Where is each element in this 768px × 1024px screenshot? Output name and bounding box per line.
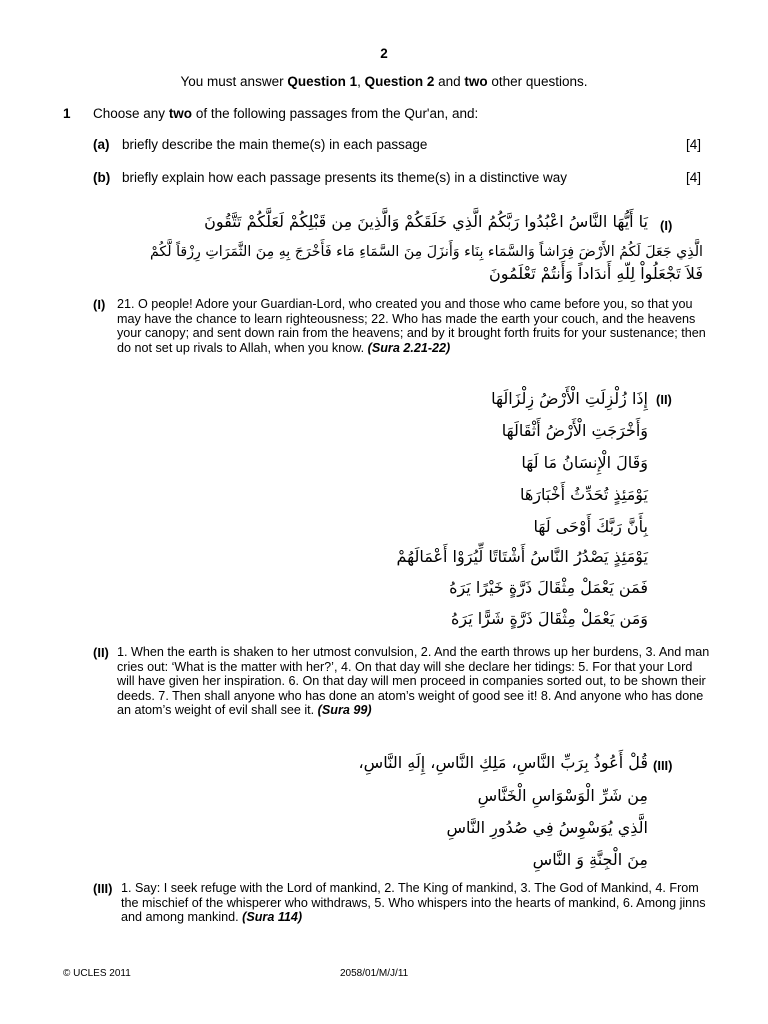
part-marks: [4] bbox=[686, 170, 702, 185]
arabic-line: وَأَخْرَجَتِ الْأَرْضُ أَثْقَالَهَا bbox=[501, 421, 648, 440]
passage-translation bbox=[117, 297, 712, 355]
question-1-ref: Question 1 bbox=[287, 74, 358, 89]
arabic-line: مِنَ الْجِنَّةِ وَ النَّاسِ bbox=[532, 850, 648, 869]
page-number: 2 bbox=[380, 46, 388, 61]
footer-copyright: © UCLES 2011 bbox=[63, 968, 131, 979]
translation-text: 1. Say: I seek refuge with the Lord of mankind, 2. The King of mankind, 3. The God of Mankind, 4. From the mischief of the whisperer who withdraws, 5. Who whispers into the hearts of mankind, 6. Among jinns and among mankind. bbox=[121, 881, 706, 925]
sura-reference: (Sura 99) bbox=[317, 703, 372, 718]
arabic-line: الَّذِي يُوَسْوِسُ فِي صُدُورِ النَّاسِ bbox=[446, 818, 648, 837]
instructions-suffix: other questions. bbox=[487, 74, 588, 89]
sura-reference: (Sura 114) bbox=[242, 910, 303, 925]
arabic-line: يَوْمَئِذٍ تُحَدِّثُ أَخْبَارَهَا bbox=[519, 485, 648, 504]
arabic-line: وَمَن يَعْمَلْ مِثْقَالَ ذَرَّةٍ شَرًّا يَرَهُ bbox=[450, 609, 648, 628]
arabic-line: إِذَا زُلْزِلَتِ الْأَرْضُ زِلْزَالَهَا bbox=[491, 389, 648, 408]
part-text: briefly describe the main theme(s) in each passage bbox=[122, 137, 428, 152]
translation-text: 1. When the earth is shaken to her utmost convulsion, 2. And the earth throws up her burdens, 3. And man cries out: ‘What is the matter with her?’, 4. On that day will she declare her tidings: 5. For that your Lord will have given her inspiration. 6. On that day will men proceed in companies sorted out, to be shown their deeds. 7. Then shall anyone who has done an atom’s weight of good see it! 8. And anyone who has done an atom’s weight of evil shall see it. bbox=[117, 645, 710, 718]
passage-label-translation: (I) bbox=[93, 297, 106, 312]
passage-translation bbox=[117, 645, 712, 718]
arabic-line: قُلْ أَعُوذُ بِرَبِّ النَّاسِ، مَلِكِ النَّاسِ، إِلَهِ النَّاسِ، bbox=[358, 753, 648, 772]
arabic-line: مِن شَرِّ الْوَسْوَاسِ الْخَنَّاسِ bbox=[477, 786, 648, 805]
part-label: (a) bbox=[93, 137, 110, 152]
question-stem bbox=[93, 106, 478, 121]
footer-code: 2058/01/M/J/11 bbox=[340, 968, 409, 979]
passage-label-arabic: (III) bbox=[653, 758, 673, 773]
stem-suffix: of the following passages from the Qur'an, and: bbox=[192, 106, 479, 121]
part-text: briefly explain how each passage presents its theme(s) in a distinctive way bbox=[122, 170, 567, 185]
passage-label-translation: (III) bbox=[93, 881, 113, 896]
passage-translation bbox=[121, 881, 714, 925]
stem-bold: two bbox=[168, 106, 193, 121]
translation-text: 21. O people! Adore your Guardian-Lord, who created you and those who came before you, so that you may have the chance to learn righteousness; 22. Who has made the earth your couch, and the heavens your canopy; and sent down rain from the heavens; and by it brought forth fruits for your sustenance; then do not set up rivals to Allah, when you know. bbox=[117, 297, 706, 355]
passage-label-arabic: (I) bbox=[660, 218, 673, 233]
arabic-line: يَوْمَئِذٍ يَصْدُرُ النَّاسُ أَشْتَاتًا لِّيُرَوْا أَعْمَالَهُمْ bbox=[396, 547, 648, 566]
arabic-line: فَلاَ تَجْعَلُواْ لِلّهِ أَندَاداً وَأَنتُمْ تَعْلَمُونَ bbox=[488, 264, 703, 283]
arabic-line: وَقَالَ الْإِنسَانُ مَا لَهَا bbox=[521, 453, 648, 472]
arabic-line: يَا أَيُّهَا النَّاسُ اعْبُدُوا رَبَّكُمُ الَّذِي خَلَقَكُمْ وَالَّذِينَ مِن قَبْلِكُمْ لَعَلَّكُمْ تَتَّقُونَ bbox=[204, 212, 648, 231]
instructions-and: and bbox=[434, 74, 465, 89]
question-number: 1 bbox=[63, 106, 71, 121]
arabic-line: الَّذِي جَعَلَ لَكُمُ الأَرْضَ فِرَاشاً وَالسَّمَاء بِنَاء وَأَنزَلَ مِنَ السَّمَاءِ مَاء فَأَخْرَجَ بِهِ مِنَ الثَّمَرَاتِ رِزْقاً لَّكُمْ bbox=[149, 244, 703, 260]
part-marks: [4] bbox=[686, 137, 702, 152]
passage-label-translation: (II) bbox=[93, 645, 109, 660]
stem-prefix: Choose any bbox=[93, 106, 169, 121]
instructions-text: You must answer bbox=[180, 74, 288, 89]
question-2-ref: Question 2 bbox=[364, 74, 435, 89]
instructions-sep: , bbox=[357, 74, 365, 89]
passage-label-arabic: (II) bbox=[656, 392, 672, 407]
sura-reference: (Sura 2.21-22) bbox=[367, 340, 451, 355]
exam-instructions bbox=[0, 74, 768, 89]
arabic-line: فَمَن يَعْمَلْ مِثْقَالَ ذَرَّةٍ خَيْرًا يَرَهُ bbox=[449, 578, 648, 597]
instructions-two: two bbox=[464, 74, 488, 89]
arabic-line: بِأَنَّ رَبَّكَ أَوْحَى لَهَا bbox=[533, 517, 648, 536]
part-label: (b) bbox=[93, 170, 111, 185]
